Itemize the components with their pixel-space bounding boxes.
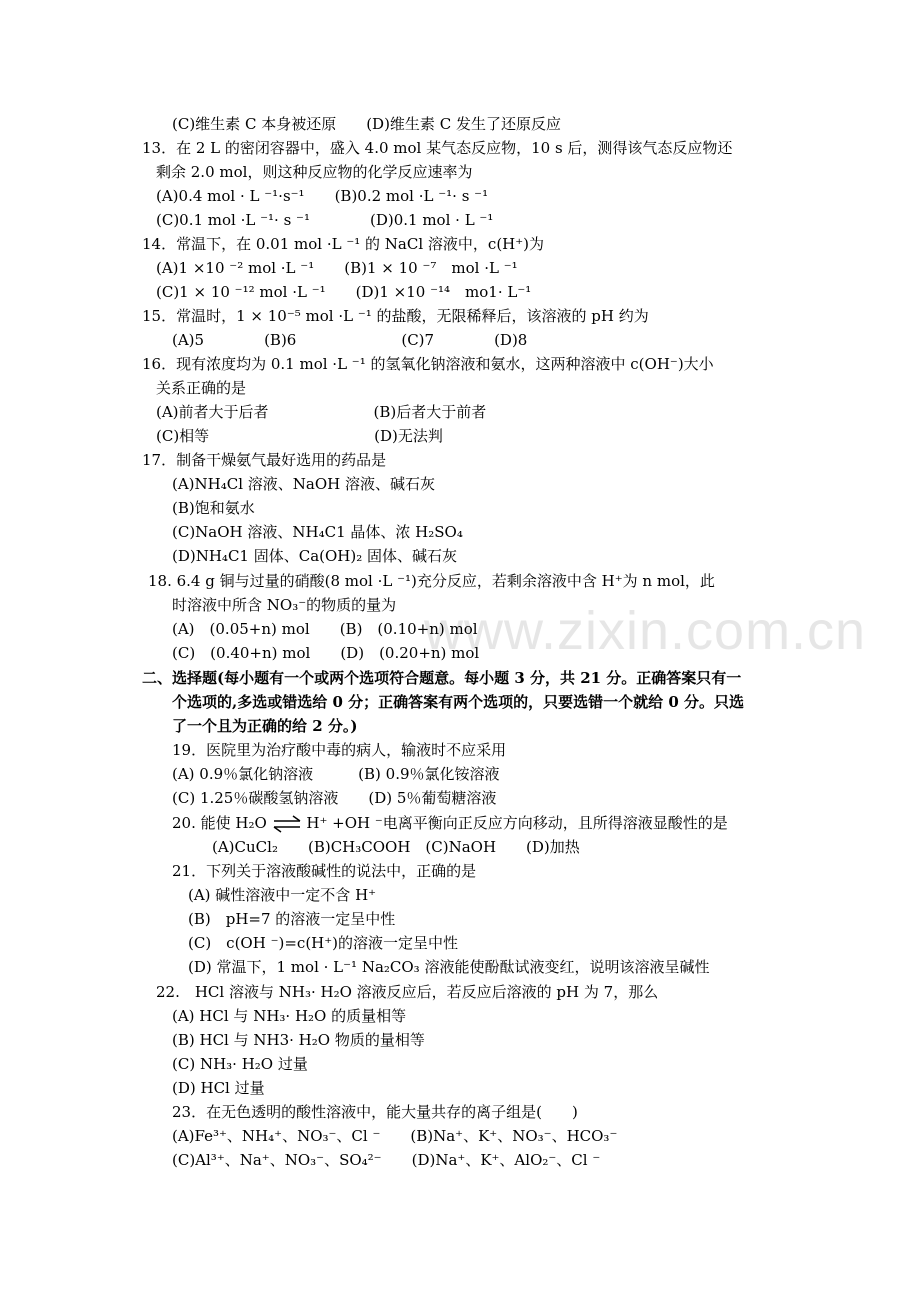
q15-stem: 15．常温时，1 × 10⁻⁵ mol ·L ⁻¹ 的盐酸，无限稀释后，该溶液的 pH 约为 xyxy=(142,307,649,325)
q12-options-cd: (C)维生素 C 本身被还原 (D)维生素 C 发生了还原反应 xyxy=(172,115,561,133)
q23-stem: 23．在无色透明的酸性溶液中，能大量共存的离子组是( ) xyxy=(172,1103,578,1121)
q17-option-d: (D)NH₄C1 固体、Ca(OH)₂ 固体、碱石灰 xyxy=(172,547,458,565)
q16-options-cd: (C)相等 (D)无法判 xyxy=(156,427,443,445)
q17-stem: 17．制备干燥氨气最好选用的药品是 xyxy=(142,451,387,469)
q17-option-c: (C)NaOH 溶液、NH₄C1 晶体、浓 H₂SO₄ xyxy=(172,523,463,541)
q21-option-c: (C) c(OH ⁻)=c(H⁺)的溶液一定呈中性 xyxy=(188,934,459,952)
q22-option-d: (D) HCl 过量 xyxy=(172,1079,265,1097)
section-2-heading-2: 个选项的,多选或错选给 0 分；正确答案有两个选项的，只要选错一个就给 0 分。只选 xyxy=(172,693,744,711)
q15-options: (A)5 (B)6 (C)7 (D)8 xyxy=(172,331,528,349)
q19-stem: 19．医院里为治疗酸中毒的病人，输液时不应采用 xyxy=(172,741,507,759)
q22-option-c: (C) NH₃· H₂O 过量 xyxy=(172,1055,308,1073)
q20-options: (A)CuCl₂ (B)CH₃COOH (C)NaOH (D)加热 xyxy=(212,838,580,856)
q23-options-ab: (A)Fe³⁺、NH₄⁺、NO₃⁻、Cl ⁻ (B)Na⁺、K⁺、NO₃⁻、HCO₃⁻ xyxy=(172,1127,618,1145)
q22-stem: 22. HCl 溶液与 NH₃· H₂O 溶液反应后，若反应后溶液的 pH 为 7，那么 xyxy=(156,983,659,1001)
watermark: www.zixin.com.cn xyxy=(424,601,867,661)
q19-options-cd: (C) 1.25％碳酸氢钠溶液 (D) 5％葡萄糖溶液 xyxy=(172,789,497,807)
q16-options-ab: (A)前者大于后者 (B)后者大于前者 xyxy=(156,403,487,421)
q13-stem-2: 剩余 2.0 mol，则这种反应物的化学反应速率为 xyxy=(156,163,473,181)
q14-stem: 14．常温下，在 0.01 mol ·L ⁻¹ 的 NaCl 溶液中，c(H⁺)为 xyxy=(142,235,545,253)
q13-options-cd: (C)0.1 mol ·L ⁻¹· s ⁻¹ (D)0.1 mol · L ⁻¹ xyxy=(156,211,494,229)
q21-option-b: (B) pH=7 的溶液一定呈中性 xyxy=(188,910,396,928)
q13-options-ab: (A)0.4 mol · L ⁻¹·s⁻¹ (B)0.2 mol ·L ⁻¹· s ⁻¹ xyxy=(156,187,489,205)
q21-option-d: (D) 常温下，1 mol · L⁻¹ Na₂CO₃ 溶液能使酚酞试液变红，说明该溶液呈碱性 xyxy=(188,958,710,976)
q18-options-cd: (C) (0.40+n) mol (D) (0.20+n) mol xyxy=(172,644,480,662)
q20-stem xyxy=(172,813,728,834)
q23-options-cd: (C)Al³⁺、Na⁺、NO₃⁻、SO₄²⁻ (D)Na⁺、K⁺、AlO₂⁻、Cl ⁻ xyxy=(172,1151,601,1169)
q14-options-ab: (A)1 ×10 ⁻² mol ·L ⁻¹ (B)1 × 10 ⁻⁷ mol ·L ⁻¹ xyxy=(156,259,518,277)
q20-stem-prefix: 20. 能使 H₂O xyxy=(172,814,267,832)
q20-stem-suffix: H⁺ +OH ⁻电离平衡向正反应方向移动，且所得溶液显酸性的是 xyxy=(306,814,728,832)
q19-options-ab: (A) 0.9％氯化钠溶液 (B) 0.9％氯化铵溶液 xyxy=(172,765,500,783)
q18-options-ab: (A) (0.05+n) mol (B) (0.10+n) mol xyxy=(172,620,478,638)
q17-option-b: (B)饱和氨水 xyxy=(172,499,255,517)
q16-stem-1: 16．现有浓度均为 0.1 mol ·L ⁻¹ 的氢氧化钠溶液和氨水，这两种溶液中 c(OH⁻)大小 xyxy=(142,355,714,373)
section-2-heading-3: 了一个且为正确的给 2 分。) xyxy=(172,717,358,735)
q16-stem-2: 关系正确的是 xyxy=(156,379,247,397)
section-2-heading-1: 二、选择题(每小题有一个或两个选项符合题意。每小题 3 分，共 21 分。正确答案只有一 xyxy=(142,669,742,687)
q14-options-cd: (C)1 × 10 ⁻¹² mol ·L ⁻¹ (D)1 ×10 ⁻¹⁴ mo1· L⁻¹ xyxy=(156,283,532,301)
q22-option-b: (B) HCl 与 NH3· H₂O 物质的量相等 xyxy=(172,1031,425,1049)
q22-option-a: (A) HCl 与 NH₃· H₂O 的质量相等 xyxy=(172,1007,407,1025)
q21-option-a: (A) 碱性溶液中一定不含 H⁺ xyxy=(188,886,377,904)
q13-stem-1: 13．在 2 L 的密闭容器中，盛入 4.0 mol 某气态反应物，10 s 后，测得该气态反应物还 xyxy=(142,139,733,157)
q21-stem: 21．下列关于溶液酸碱性的说法中，正确的是 xyxy=(172,862,477,880)
q17-option-a: (A)NH₄Cl 溶液、NaOH 溶液、碱石灰 xyxy=(172,475,436,493)
q18-stem-2: 时溶液中所含 NO₃⁻的物质的量为 xyxy=(172,596,397,614)
q18-stem-1: 18. 6.4 g 铜与过量的硝酸(8 mol ·L ⁻¹)充分反应，若剩余溶液中含 H⁺为 n mol，此 xyxy=(148,572,715,590)
equilibrium-arrow-icon xyxy=(272,814,302,834)
